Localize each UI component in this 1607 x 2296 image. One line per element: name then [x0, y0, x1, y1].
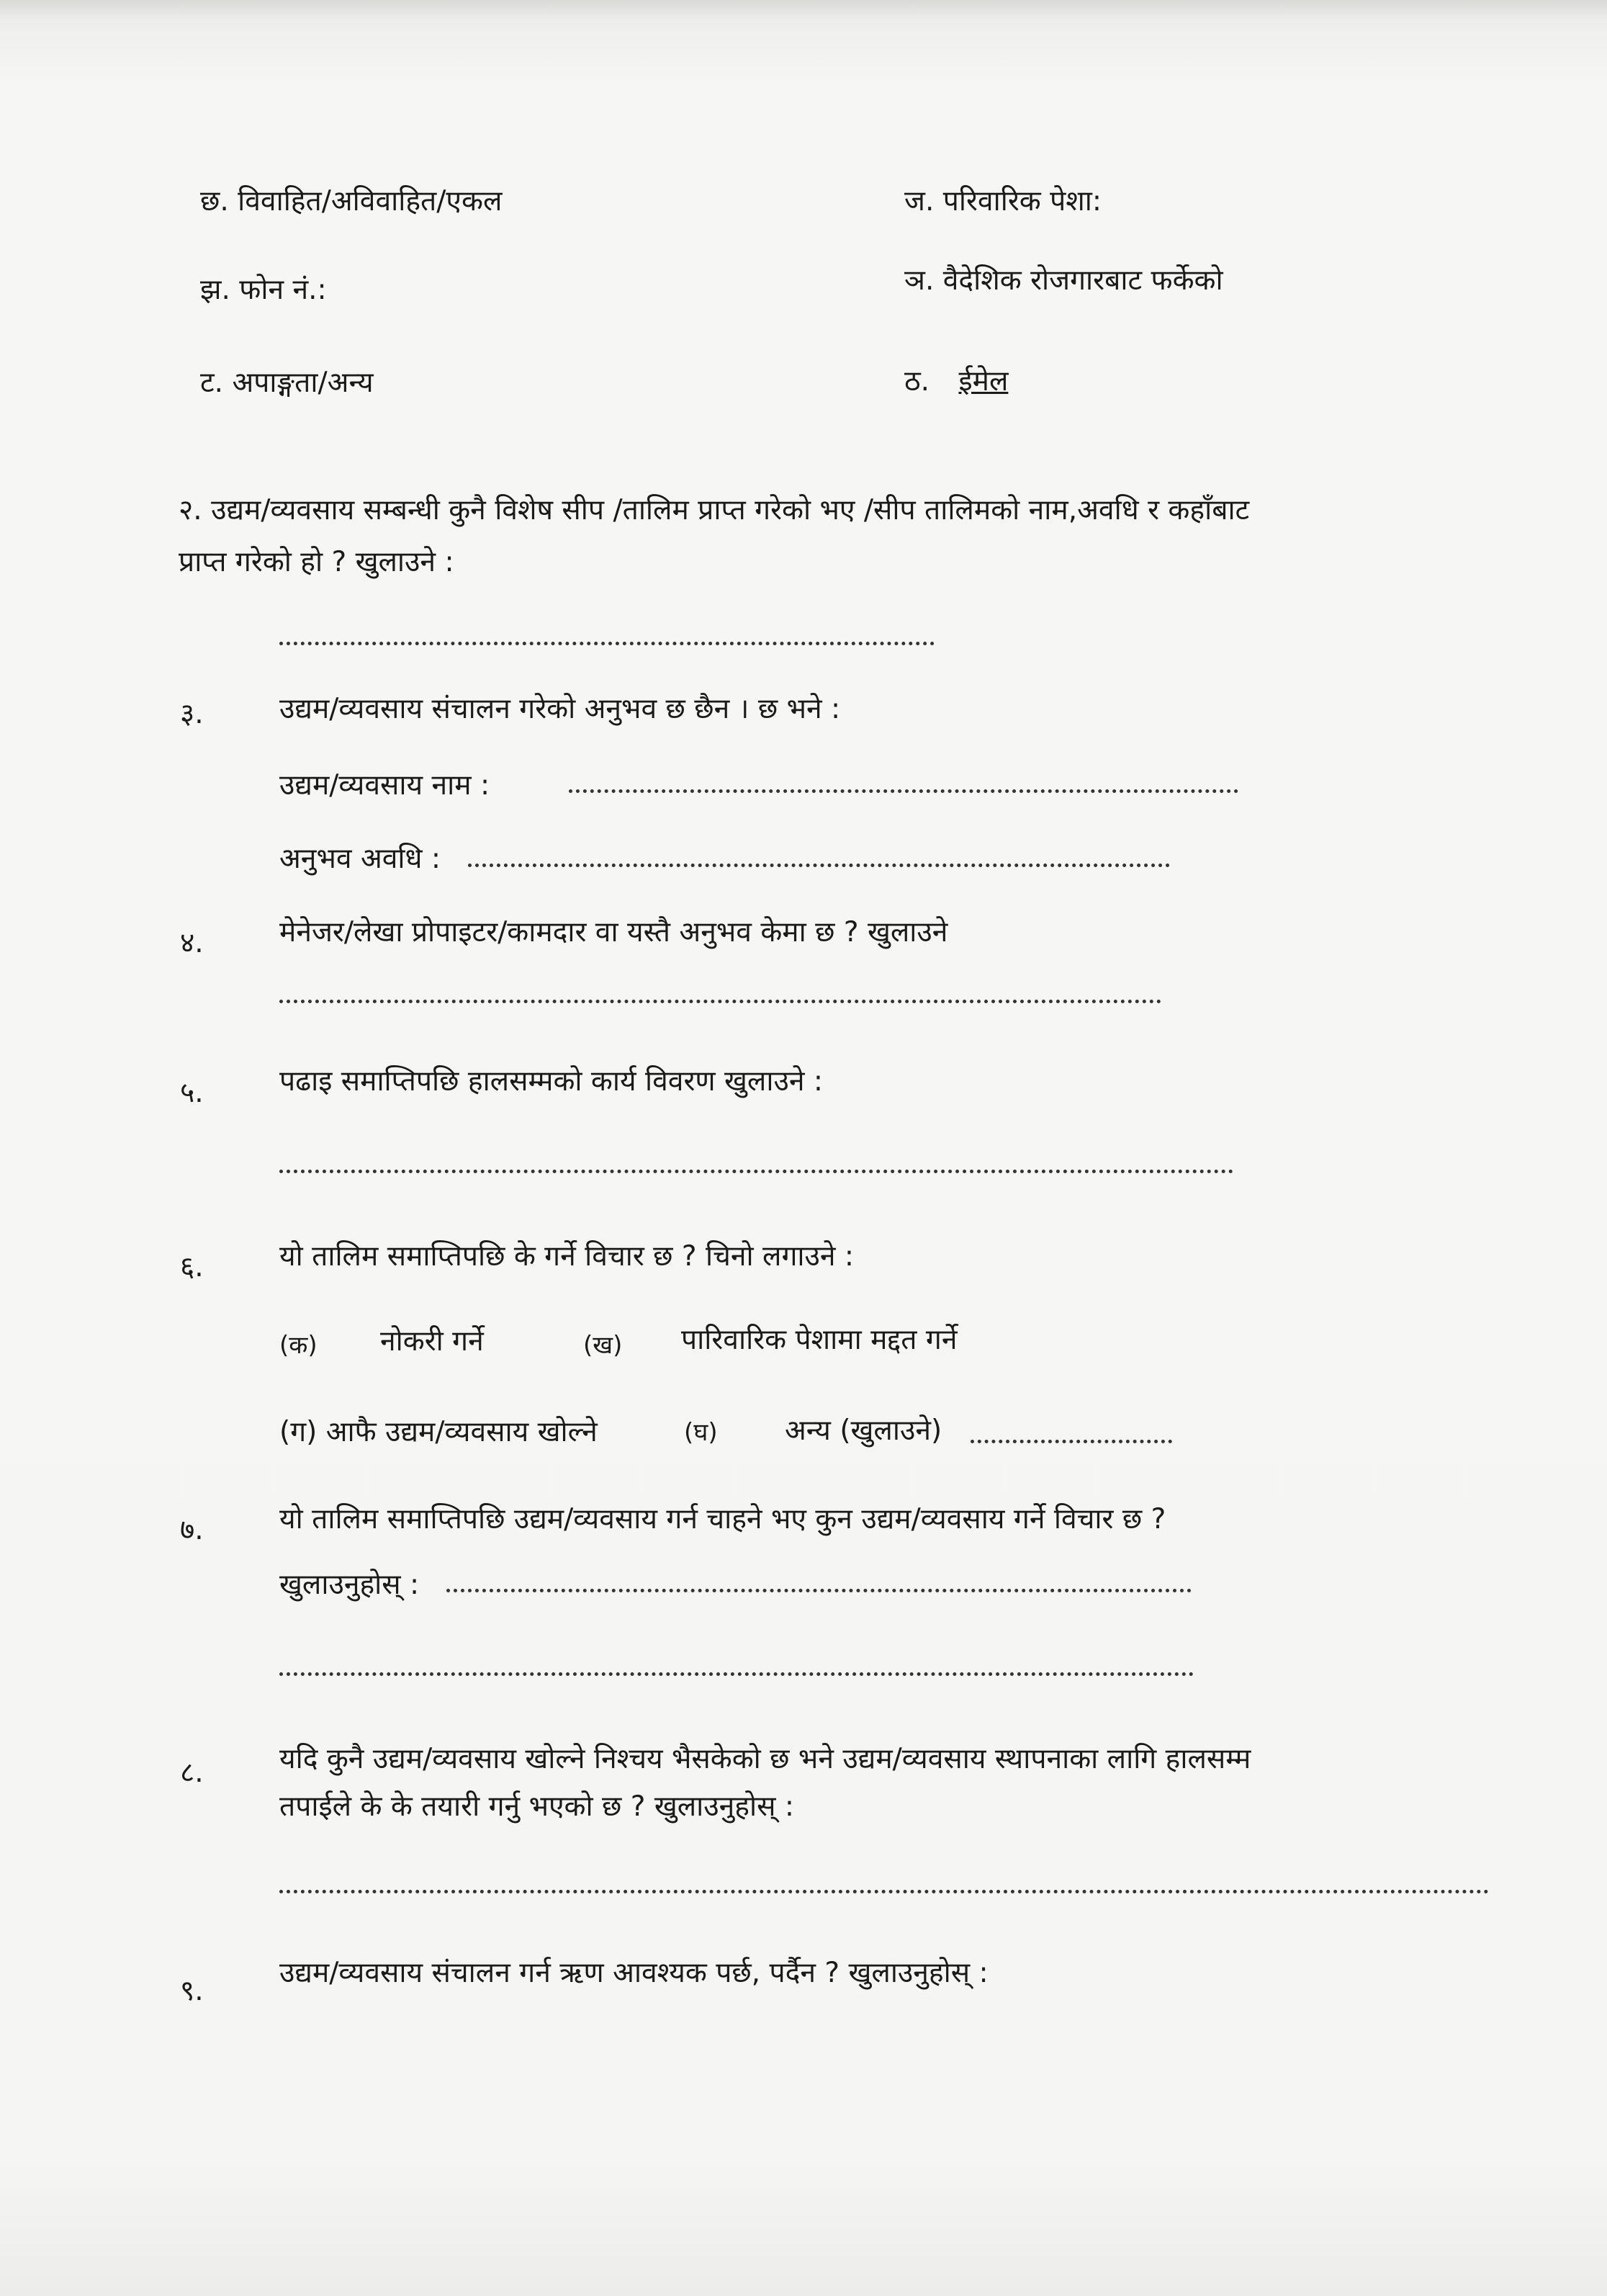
foreign-employment-label: ञ. वैदेशिक रोजगारबाट फर्केको	[904, 264, 1223, 297]
q6-option-ka-mark: (क)	[279, 1331, 318, 1360]
q8-line1: यदि कुनै उद्यम/व्यवसाय खोल्ने निश्चय भैसकेको छ भने उद्यम/व्यवसाय स्थापनाका लागि हालसम्म	[279, 1743, 1251, 1775]
q6-option-ga[interactable]: (ग) आफै उद्यम/व्यवसाय खोल्ने	[279, 1416, 598, 1448]
q4-answer-line[interactable]	[279, 997, 1161, 1003]
email-label	[904, 364, 1008, 400]
q3-number: ३.	[180, 698, 204, 730]
q6-option-kha-mark: (ख)	[583, 1331, 623, 1360]
family-occupation-label: ज. परिवारिक पेशा:	[904, 185, 1102, 218]
q5-answer-line[interactable]	[279, 1167, 1233, 1173]
q7-answer-line-2[interactable]	[279, 1669, 1194, 1676]
q9-text: उद्यम/व्यवसाय संचालन गर्न ऋण आवश्यक पर्छ, पर्दैन ? खुलाउनुहोस् :	[279, 1957, 989, 1989]
q6-option-kha[interactable]: पारिवारिक पेशामा मद्दत गर्ने	[681, 1324, 958, 1356]
q3-business-name-line[interactable]	[569, 786, 1238, 793]
q3-duration-line[interactable]	[468, 861, 1170, 867]
email-text: ईमेल	[958, 365, 1009, 398]
q6-option-gha-mark: (घ)	[684, 1418, 718, 1447]
q6-option-ka[interactable]: नोकरी गर्ने	[380, 1325, 484, 1358]
q6-number: ६.	[180, 1251, 204, 1283]
q6-option-gha[interactable]: अन्य (खुलाउने)	[785, 1414, 942, 1447]
phone-label: झ. फोन नं.:	[200, 274, 327, 306]
q6-text: यो तालिम समाप्तिपछि के गर्ने विचार छ ? चिनो लगाउने :	[279, 1240, 855, 1273]
q7-answer-line-1[interactable]	[446, 1586, 1192, 1592]
q5-number: ५.	[180, 1077, 204, 1109]
q4-text: मेनेजर/लेखा प्रोपाइटर/कामदार वा यस्तै अनुभव केमा छ ? खुलाउने	[279, 916, 948, 949]
q8-answer-line[interactable]	[279, 1887, 1489, 1893]
disability-label: ट. अपाङ्गता/अन्य	[200, 367, 374, 399]
q8-number: ८.	[180, 1757, 204, 1789]
q7-label: खुलाउनुहोस् :	[279, 1569, 420, 1601]
q8-line2: तपाईले के के तयारी गर्नु भएको छ ? खुलाउनुहोस् :	[279, 1790, 795, 1823]
q3-business-name-label: उद्यम/व्यवसाय नाम :	[279, 769, 490, 802]
q2-line1: २. उद्यम/व्यवसाय सम्बन्धी कुनै विशेष सीप /तालिम प्राप्त गरेको भए /सीप तालिमको नाम,अवधि र कहाँबाट	[179, 494, 1250, 526]
q3-text: उद्यम/व्यवसाय संचालन गरेको अनुभव छ छैन । छ भने :	[279, 693, 841, 725]
q7-text: यो तालिम समाप्तिपछि उद्यम/व्यवसाय गर्न चाहने भए कुन उद्यम/व्यवसाय गर्ने विचार छ ?	[279, 1503, 1166, 1535]
q7-number: ७.	[180, 1514, 204, 1546]
email-number: ठ.	[904, 365, 930, 398]
q9-number: ९.	[180, 1975, 204, 2007]
marital-status-label: छ. विवाहित/अविवाहित/एकल	[200, 185, 503, 218]
q2-line2: प्राप्त गरेको हो ? खुलाउने :	[179, 546, 454, 578]
q4-number: ४.	[180, 927, 204, 959]
q2-answer-line[interactable]	[279, 639, 935, 645]
q3-duration-label: अनुभव अवधि :	[279, 843, 441, 875]
q6-other-line[interactable]	[971, 1437, 1172, 1443]
q5-text: पढाइ समाप्तिपछि हालसम्मको कार्य विवरण खुलाउने :	[279, 1065, 824, 1098]
